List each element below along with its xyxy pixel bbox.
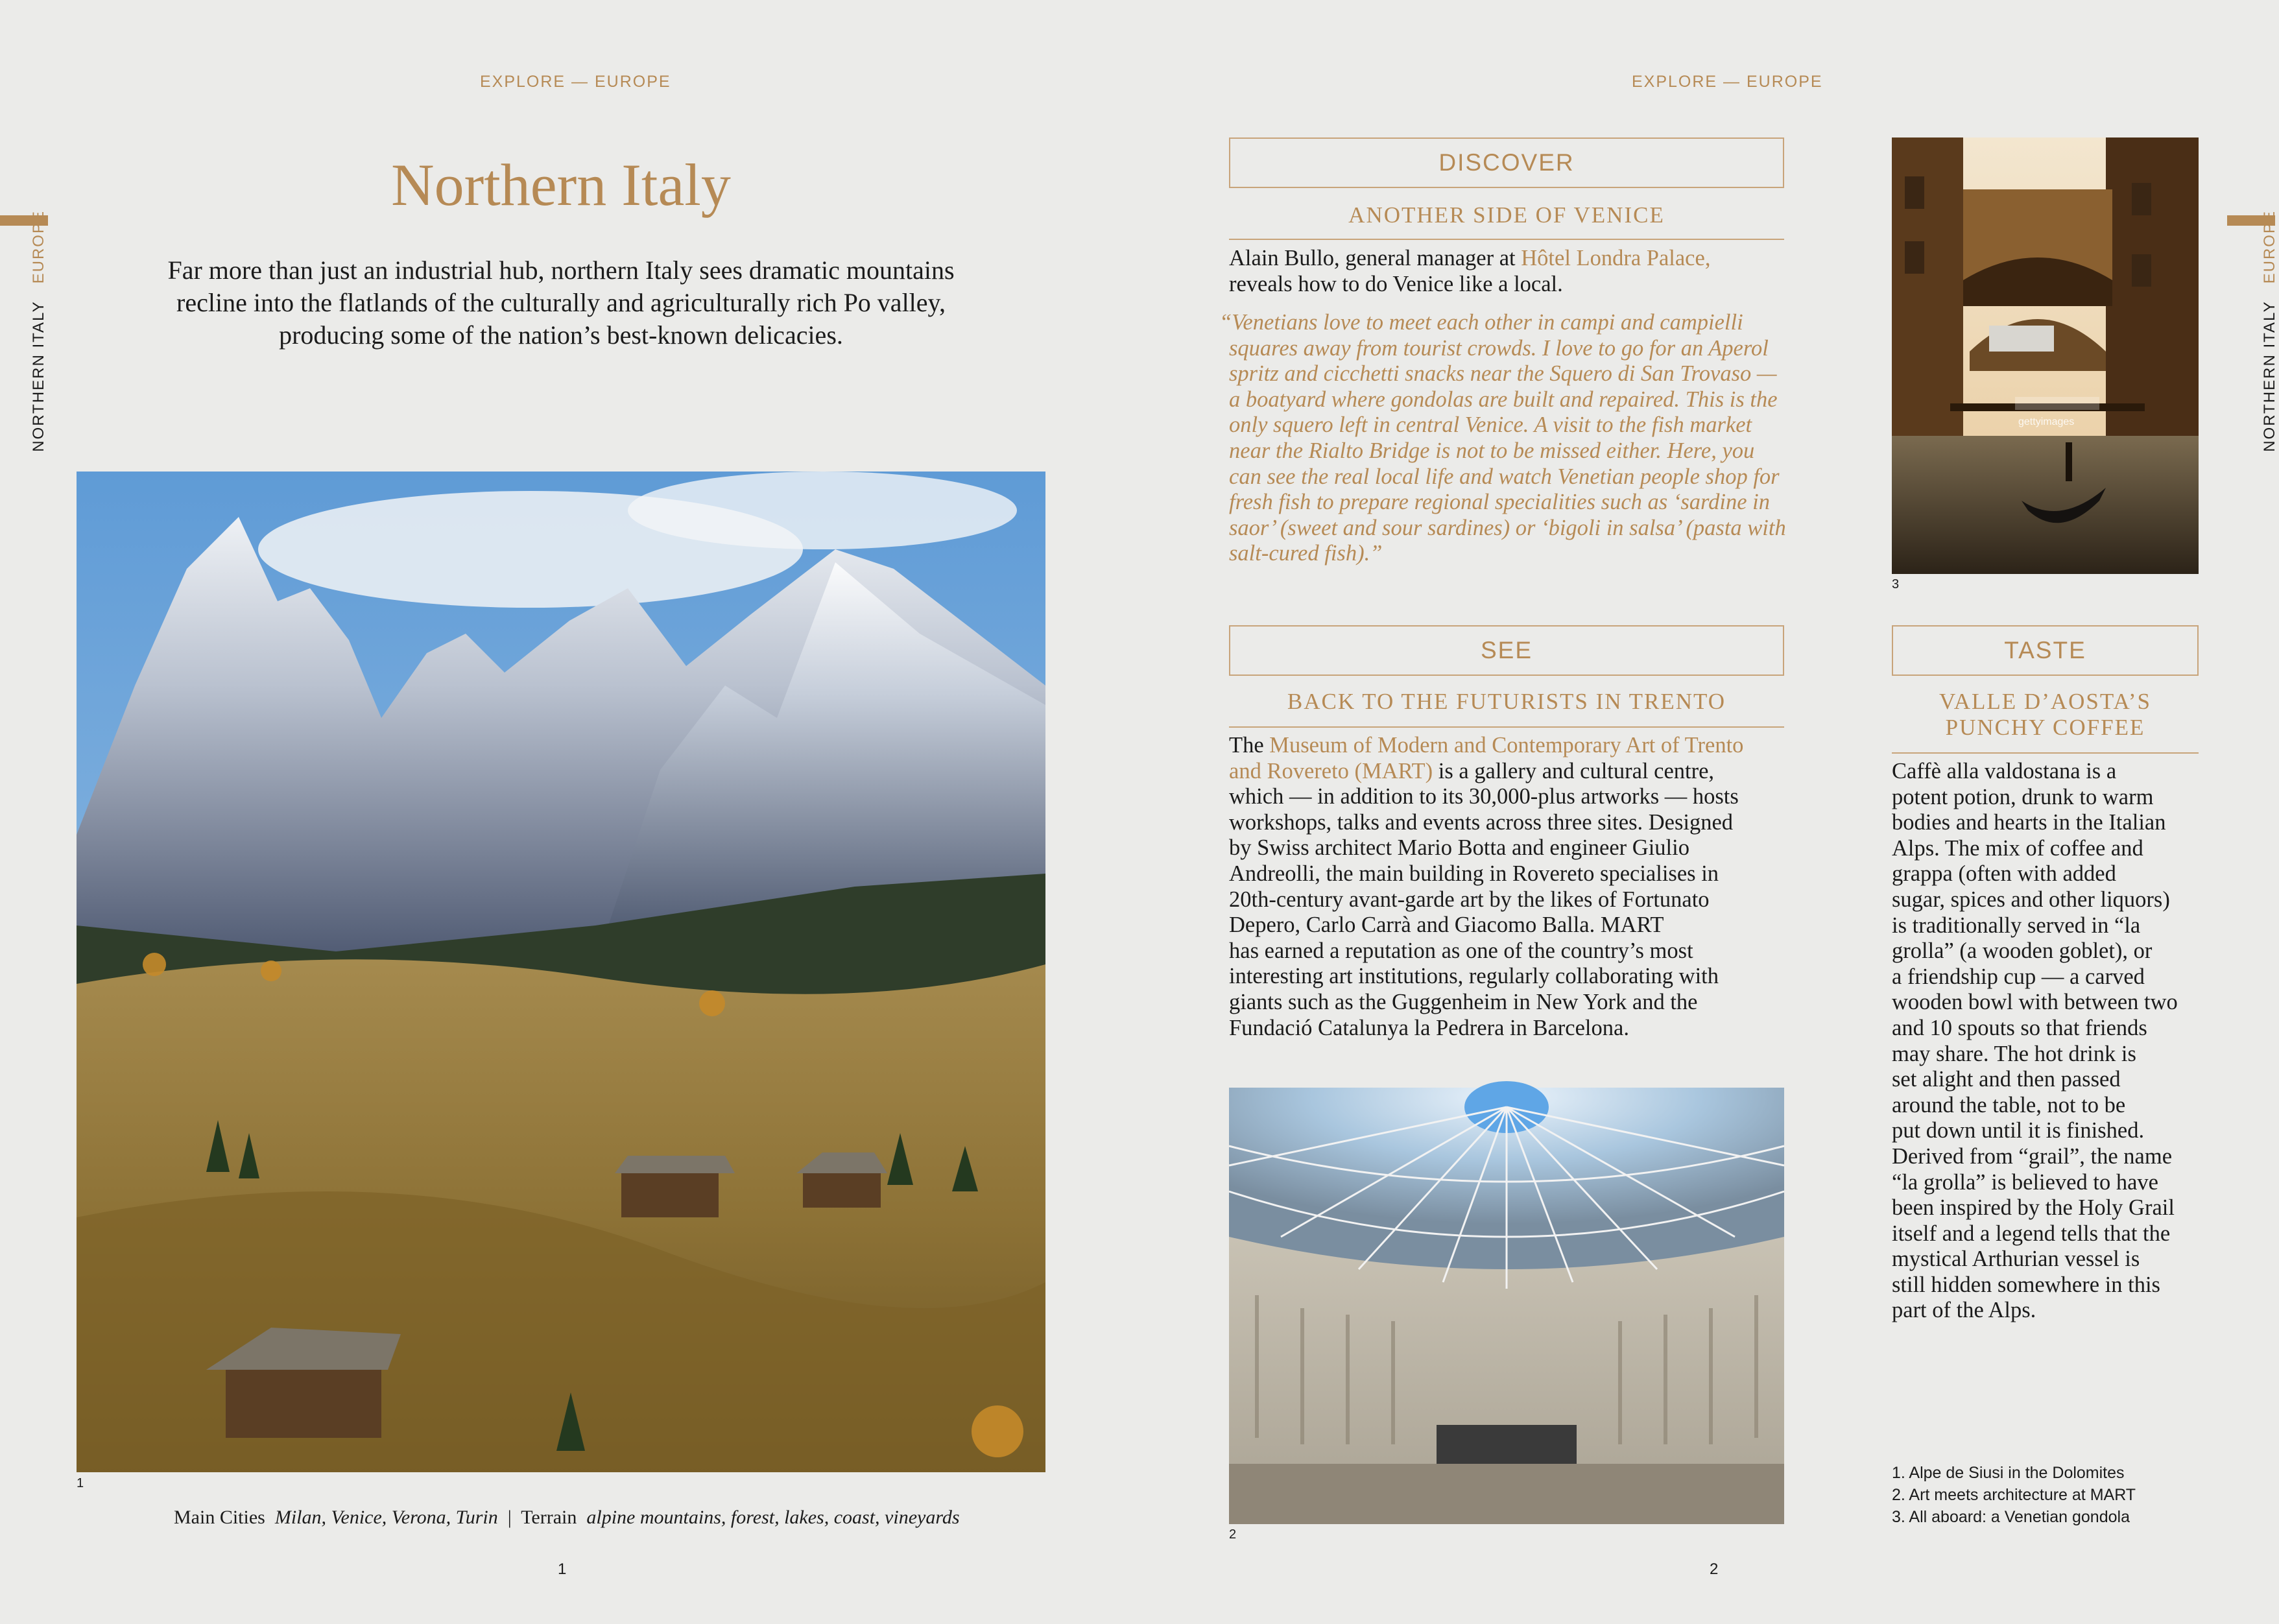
quote-line: salt-cured fish).” [1229,541,1383,566]
running-header-right: EXPLORE — EUROPE [1632,73,1823,91]
quote-line: a boatyard where gondolas are built and repaired. This is the [1229,387,1778,412]
watermark-text: gettyimages [2018,416,2075,427]
discover-lead [1229,246,1800,297]
discover-rule [1229,239,1784,240]
taste-line: “la grolla” is believed to have [1892,1169,2158,1195]
taste-subheading-line: PUNCHY COFFEE [1945,715,2145,740]
taste-line: wooden bowl with between two [1892,990,2178,1015]
cities-label: Main Cities [174,1507,265,1528]
cities-value: Milan, Venice, Verona, Turin [274,1507,498,1528]
see-line: 20th-century avant-garde art by the likes of Fortunato [1229,887,1710,912]
see-rule [1229,726,1784,728]
taste-line: bodies and hearts in the Italian [1892,810,2166,835]
see-subheading: BACK TO THE FUTURISTS IN TRENTO [1287,689,1726,714]
quote-line: “Venetians love to meet each other in campi and campielli [1219,310,1743,335]
see-line: which — in addition to its 30,000-plus artworks — hosts [1229,784,1739,809]
taste-line: Derived from “grail”, the name [1892,1143,2173,1169]
mart-link[interactable]: Museum of Modern and Contemporary Art of Trento [1269,733,1744,758]
taste-line: grappa (often with added [1892,861,2116,887]
discover-subheading: ANOTHER SIDE OF VENICE [1348,202,1665,228]
mountain-meadow-photo [77,472,1045,1472]
quote-line: only squero left in central Venice. A visit to the fish market [1229,412,1752,438]
taste-line: and 10 spouts so that friends [1892,1015,2147,1040]
see-line: workshops, talks and events across three sites. Designed [1229,809,1734,835]
taste-heading: TASTE [1892,625,2199,676]
page-number-left: 1 [558,1560,567,1578]
terrain-value: alpine mountains, forest, lakes, coast, vineyards [586,1507,960,1528]
taste-line: Alps. The mix of coffee and [1892,835,2143,861]
quote-line: saor’ (sweet and sour sardines) or ‘bigoli in salsa’ (pasta with [1229,515,1786,540]
taste-line: put down until it is finished. [1892,1118,2145,1143]
quote-line: can see the real local life and watch Venetian people shop for [1229,464,1780,489]
quote-line: fresh fish to prepare regional specialities such as ‘sardine in [1229,490,1770,515]
taste-paragraph [1892,759,2216,1324]
side-label-region: EUROPE [2261,210,2278,284]
see-paragraph [1229,733,1800,1041]
taste-line: sugar, spices and other liquors) [1892,887,2170,912]
taste-line: may share. The hot drink is [1892,1041,2136,1066]
quote-line: near the Rialto Bridge is not to be missed either. Here, you [1229,438,1755,463]
side-label-place: NORTHERN ITALY [2261,300,2278,452]
discover-quote [1219,310,1803,567]
lead-text: Alain Bullo, general manager at [1229,246,1521,270]
taste-line: still hidden somewhere in this [1892,1272,2160,1297]
taste-line: potent potion, drunk to warm [1892,784,2154,809]
figure-number-3: 3 [1892,577,1900,591]
discover-heading: DISCOVER [1229,137,1784,188]
see-text: The [1229,733,1270,758]
see-line: giants such as the Guggenheim in New York and the [1229,989,1698,1014]
quote-line: squares away from tourist crowds. I love to go for an Aperol [1229,335,1769,361]
taste-line: mystical Arthurian vessel is [1892,1247,2140,1272]
credit-item: 1. Alpe de Siusi in the Dolomites [1892,1464,2125,1482]
figure-number-1: 1 [77,1476,84,1490]
caption-separator: | [507,1507,512,1528]
photo-credits [1892,1462,2136,1528]
side-label-left [30,210,48,483]
fact-caption [174,1507,960,1529]
museum-dome-photo [1229,1088,1784,1524]
taste-line: Caffè alla valdostana is a [1892,759,2117,783]
credit-item: 2. Art meets architecture at MART [1892,1486,2136,1504]
see-line: Depero, Carlo Carrà and Giacomo Balla. MART [1229,913,1664,938]
taste-line: grolla” (a wooden goblet), or [1892,938,2153,964]
intro-paragraph: Far more than just an industrial hub, northern Italy sees dramatic mountains recline into the flatlands of the culturally and agriculturally rich Po valley, producing some of the nation’s best-known delicacies. [167,256,955,350]
see-line: interesting art institutions, regularly collaborating with [1229,964,1719,989]
side-label-right [2261,210,2279,483]
side-label-place: NORTHERN ITALY [30,300,47,452]
taste-line: is traditionally served in “la [1892,913,2141,938]
taste-line: around the table, not to be [1892,1092,2126,1117]
terrain-label: Terrain [521,1507,577,1528]
page-number-right: 2 [1710,1560,1719,1578]
hotel-link[interactable]: Hôtel Londra Palace, [1521,246,1711,270]
taste-line: been inspired by the Holy Grail [1892,1195,2175,1221]
see-line: has earned a reputation as one of the country’s most [1229,938,1693,963]
lead-text-2: reveals how to do Venice like a local. [1229,271,1563,296]
see-line: Fundació Catalunya la Pedrera in Barcelona. [1229,1015,1629,1040]
figure-number-2: 2 [1229,1527,1237,1542]
page-title: Northern Italy [391,152,731,218]
quote-line: spritz and cicchetti snacks near the Squero di San Trovaso — [1229,361,1777,387]
taste-line: a friendship cup — a carved [1892,964,2145,989]
see-text: is a gallery and cultural centre, [1433,758,1715,783]
see-line: by Swiss architect Mario Botta and engineer Giulio [1229,835,1689,861]
venice-canal-photo [1892,137,2199,574]
running-header-left: EXPLORE — EUROPE [480,73,671,91]
see-heading: SEE [1229,625,1784,676]
credit-item: 3. All aboard: a Venetian gondola [1892,1508,2130,1526]
see-line: Andreolli, the main building in Rovereto specialises in [1229,861,1719,886]
mart-link-2[interactable]: and Rovereto (MART) [1229,758,1433,783]
taste-subheading-line: VALLE D’AOSTA’S [1939,689,2151,714]
taste-line: part of the Alps. [1892,1298,2036,1323]
taste-subheading [1892,689,2199,741]
side-label-region: EUROPE [30,210,47,284]
taste-line: set alight and then passed [1892,1067,2121,1092]
taste-rule [1892,752,2199,754]
taste-line: itself and a legend tells that the [1892,1221,2171,1246]
